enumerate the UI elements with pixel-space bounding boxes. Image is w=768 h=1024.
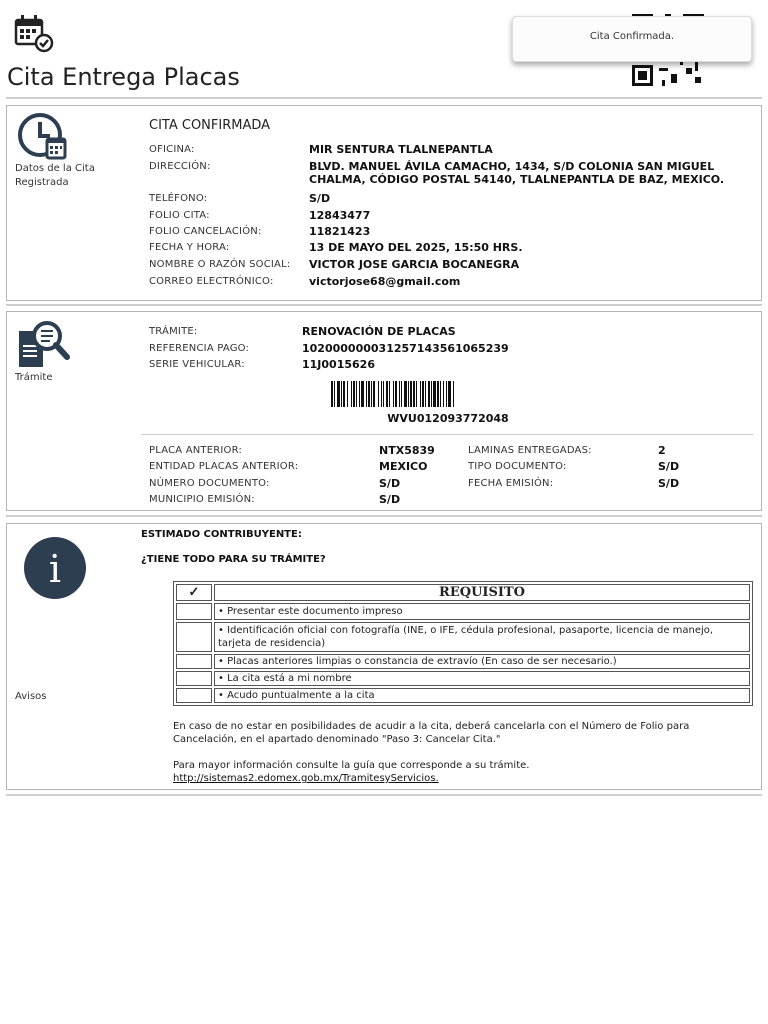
requisitos-table-wrap	[173, 581, 753, 706]
requisito-text: • Placas anteriores limpias o constancia de extravío (En caso de ser necesario.)	[214, 654, 750, 669]
divider	[141, 434, 753, 435]
field-value-entidad: MEXICO	[379, 460, 428, 473]
barcode-bar	[381, 381, 382, 407]
field-label-folio-cita: FOLIO CITA:	[149, 210, 210, 221]
barcode-bar	[389, 381, 390, 407]
checkbox-cell[interactable]	[176, 654, 212, 669]
table-row[interactable]	[176, 603, 750, 620]
field-label-entidad: ENTIDAD PLACAS ANTERIOR:	[149, 461, 299, 472]
tramite-panel	[6, 311, 762, 511]
cita-heading: CITA CONFIRMADA	[149, 118, 271, 133]
field-value-serie: 11J0015626	[302, 358, 375, 371]
requisitos-table	[173, 581, 753, 706]
cita-side-label: Datos de la Cita Registrada	[15, 163, 95, 188]
barcode-bar	[425, 381, 426, 407]
barcode-bar	[368, 381, 370, 407]
barcode-bar	[404, 381, 407, 407]
barcode-bar	[347, 381, 348, 407]
field-value-direccion: BLVD. MANUEL ÁVILA CAMACHO, 1434, S/D COLONIA SAN MIGUEL CHALMA, CÓDIGO POSTAL 54140, TLALNEPANTLA DE BAZ, MEXICO.	[309, 160, 725, 186]
document-search-icon	[17, 317, 73, 369]
field-label-referencia: REFERENCIA PAGO:	[149, 343, 250, 354]
avisos-panel	[6, 523, 762, 790]
barcode-bar	[440, 381, 441, 407]
field-value-fecha: 13 DE MAYO DEL 2025, 15:50 HRS.	[309, 241, 523, 254]
barcode-bar	[431, 381, 432, 407]
barcode-bar	[420, 381, 421, 407]
barcode-bar	[437, 381, 439, 407]
field-label-correo: CORREO ELECTRÓNICO:	[149, 276, 274, 287]
barcode-bar	[446, 381, 447, 407]
field-label-tipo-documento: TIPO DOCUMENTO:	[468, 461, 567, 472]
field-value-municipio: S/D	[379, 493, 401, 506]
requisito-text: • La cita está a mi nombre	[214, 671, 750, 686]
avisos-side-label: Avisos	[15, 691, 47, 702]
barcode-bar	[410, 381, 412, 407]
field-label-oficina: OFICINA:	[149, 144, 195, 155]
field-value-correo: victorjose68@gmail.com	[309, 275, 461, 288]
field-label-placa-anterior: PLACA ANTERIOR:	[149, 445, 243, 456]
field-label-laminas: LAMINAS ENTREGADAS:	[468, 445, 592, 456]
field-label-tramite: TRÁMITE:	[149, 326, 198, 337]
barcode-bar	[413, 381, 415, 407]
tramites-link[interactable]: http://sistemas2.edomex.gob.mx/TramitesyServicios.	[173, 773, 439, 784]
barcode-bar	[337, 381, 340, 407]
barcode-bar	[371, 381, 372, 407]
tramite-side-label: Trámite	[15, 372, 53, 383]
barcode-bar	[408, 381, 409, 407]
checkbox-cell[interactable]	[176, 622, 212, 652]
divider	[6, 794, 762, 796]
barcode-bar	[361, 381, 364, 407]
confirmation-toast[interactable]	[512, 16, 752, 62]
barcode-bar	[422, 381, 424, 407]
divider	[6, 304, 762, 306]
barcode-bar	[359, 381, 360, 407]
barcode-bar	[351, 381, 352, 407]
toast-message: Cita Confirmada.	[589, 31, 675, 42]
page-title: Cita Entrega Placas	[7, 63, 240, 91]
barcode-bar	[433, 381, 436, 407]
checkbox-cell[interactable]	[176, 688, 212, 703]
greeting: ESTIMADO CONTRIBUYENTE:	[141, 529, 302, 540]
barcode-bar	[448, 381, 451, 407]
field-label-numero-documento: NÚMERO DOCUMENTO:	[149, 478, 270, 489]
divider	[6, 515, 762, 517]
barcode-bar	[395, 381, 397, 407]
barcode-bar	[373, 381, 375, 407]
field-value-folio-cita: 12843477	[309, 209, 371, 222]
barcode-bar	[399, 381, 400, 407]
info-note: Para mayor información consulte la guía que corresponde a su trámite.	[173, 760, 530, 771]
field-value-laminas: 2	[658, 444, 666, 457]
field-value-tipo-documento: S/D	[658, 460, 680, 473]
barcode-bar	[443, 381, 444, 407]
checkbox-cell[interactable]	[176, 603, 212, 620]
cancel-note: En caso de no estar en posibilidades de acudir a la cita, deberá cancelarla con el Número de Folio para Cancelación, en el apartado denominado "Paso 3: Cancelar Cita."	[173, 721, 690, 745]
field-label-municipio: MUNICIPIO EMISIÓN:	[149, 494, 255, 505]
field-label-serie: SERIE VEHICULAR:	[149, 359, 245, 370]
field-value-tramite: RENOVACIÓN DE PLACAS	[302, 325, 456, 338]
field-value-placa-anterior: NTX5839	[379, 444, 435, 457]
barcode-bar	[383, 381, 384, 407]
check-header: ✓	[176, 584, 212, 601]
svg-text:i: i	[48, 547, 62, 591]
barcode-bar	[331, 381, 333, 407]
table-header-row	[176, 584, 750, 601]
barcode-bar	[353, 381, 355, 407]
field-value-fecha-emision: S/D	[658, 477, 680, 490]
barcode-bar	[378, 381, 379, 407]
barcode-bar	[453, 381, 454, 407]
field-label-fecha: FECHA Y HORA:	[149, 242, 230, 253]
requisito-text: • Identificación oficial con fotografía (INE, o IFE, cédula profesional, pasaporte, licencia de manejo, tarjeta de residencia)	[214, 622, 750, 652]
field-value-nombre: VICTOR JOSE GARCIA BOCANEGRA	[309, 258, 520, 271]
field-value-telefono: S/D	[309, 192, 331, 205]
cita-panel	[6, 105, 762, 301]
field-label-direccion: DIRECCIÓN:	[149, 161, 211, 172]
barcode-bar	[416, 381, 417, 407]
barcode-bar	[366, 381, 367, 407]
barcode-bar	[343, 381, 345, 407]
clock-calendar-icon	[17, 112, 69, 162]
barcode	[331, 381, 565, 407]
field-label-nombre: NOMBRE O RAZÓN SOCIAL:	[149, 259, 291, 270]
field-value-oficina: MIR SENTURA TLALNEPANTLA	[309, 143, 493, 156]
barcode-bar	[334, 381, 335, 407]
field-label-fecha-emision: FECHA EMISIÓN:	[468, 478, 554, 489]
calendar-check-icon	[13, 14, 55, 54]
field-label-telefono: TELÉFONO:	[149, 193, 208, 204]
requisito-header: REQUISITO	[214, 584, 750, 601]
barcode-text: WVU012093772048	[387, 412, 509, 425]
barcode-bar	[401, 381, 402, 407]
table-row[interactable]	[176, 622, 750, 652]
table-row[interactable]	[176, 654, 750, 669]
barcode-bar	[393, 381, 394, 407]
requisito-text: • Acudo puntualmente a la cita	[214, 688, 750, 703]
table-row[interactable]	[176, 688, 750, 703]
table-row[interactable]	[176, 671, 750, 686]
field-value-folio-cancelacion: 11821423	[309, 225, 371, 238]
field-value-referencia: 10200000003125714356106523​9	[302, 342, 509, 355]
requisito-text: • Presentar este documento impreso	[214, 603, 750, 620]
barcode-bar	[428, 381, 430, 407]
barcode-bar	[386, 381, 388, 407]
field-label-folio-cancelacion: FOLIO CANCELACIÓN:	[149, 226, 262, 237]
info-icon	[23, 536, 87, 600]
barcode-bar	[356, 381, 357, 407]
divider	[6, 97, 762, 99]
checkbox-cell[interactable]	[176, 671, 212, 686]
question: ¿TIENE TODO PARA SU TRÁMITE?	[141, 554, 326, 565]
field-value-numero-documento: S/D	[379, 477, 401, 490]
barcode-bar	[341, 381, 342, 407]
